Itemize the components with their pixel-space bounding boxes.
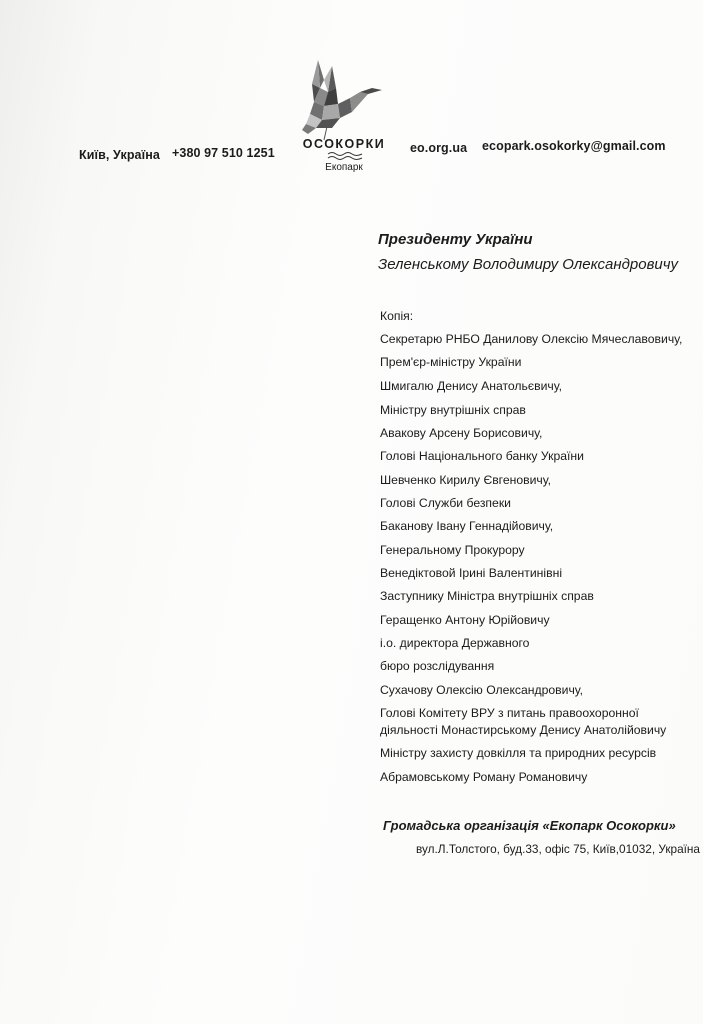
copy-recipient-line: Абрамовському Роману Романовичу bbox=[380, 770, 588, 784]
addressee-title: Президенту України bbox=[378, 231, 533, 248]
copy-recipient-line: Голові Комітету ВРУ з питань правоохоронної bbox=[380, 706, 639, 720]
copy-recipient-line: Голові Служби безпеки bbox=[380, 496, 511, 510]
copy-recipient-line: Голові Національного банку України bbox=[380, 449, 584, 463]
waves-icon bbox=[327, 151, 363, 161]
addressee-name: Зеленському Володимиру Олександровичу bbox=[378, 256, 679, 273]
logo-title: ОСОКОРКИ bbox=[302, 137, 386, 151]
copy-recipient-line: і.о. директора Державного bbox=[380, 636, 530, 650]
copy-recipient-line: Заступнику Міністра внутрішніх справ bbox=[380, 589, 594, 603]
copy-recipient-line: Секретарю РНБО Данилову Олексію Мячеславовичу, bbox=[380, 332, 683, 346]
organization-name: Громадська організація «Екопарк Осокорки» bbox=[383, 818, 676, 833]
copy-recipient-line: бюро розслідування bbox=[380, 659, 495, 673]
header-website: eo.org.ua bbox=[410, 141, 468, 155]
copy-recipient-line: Геращенко Антону Юрійовичу bbox=[380, 613, 550, 627]
copy-recipient-line: Прем'єр-міністру України bbox=[380, 355, 522, 369]
copies-label: Копія: bbox=[380, 309, 414, 323]
header-city: Київ, Україна bbox=[79, 148, 160, 162]
copy-recipient-line: Баканову Івану Геннадійовичу, bbox=[380, 519, 554, 533]
copy-recipient-line: Сухачову Олексію Олександровичу, bbox=[380, 683, 584, 697]
header-email: ecopark.osokorky@gmail.com bbox=[482, 139, 666, 153]
copy-recipient-line: діяльності Монастирському Денису Анатолійовичу bbox=[380, 723, 667, 737]
copy-recipient-line: Венедіктовой Ірині Валентинівні bbox=[380, 566, 563, 580]
copy-recipient-line: Міністру внутрішніх справ bbox=[380, 403, 526, 417]
copy-recipient-line: Шевченко Кирилу Євгеновичу, bbox=[380, 473, 552, 487]
heron-icon bbox=[298, 58, 390, 142]
header-phone: +380 97 510 1251 bbox=[172, 146, 275, 160]
logo-subtitle: Екопарк bbox=[325, 162, 363, 173]
copy-recipient-line: Генеральному Прокурору bbox=[380, 543, 525, 557]
copy-recipient-line: Авакову Арсену Борисовичу, bbox=[380, 426, 543, 440]
copy-recipient-line: Міністру захисту довкілля та природних ресурсів bbox=[380, 746, 657, 760]
copy-recipient-line: Шмигалю Денису Анатольєвичу, bbox=[380, 379, 562, 393]
organization-address: вул.Л.Толстого, буд.33, офіс 75, Київ,01032, Україна bbox=[416, 842, 700, 856]
